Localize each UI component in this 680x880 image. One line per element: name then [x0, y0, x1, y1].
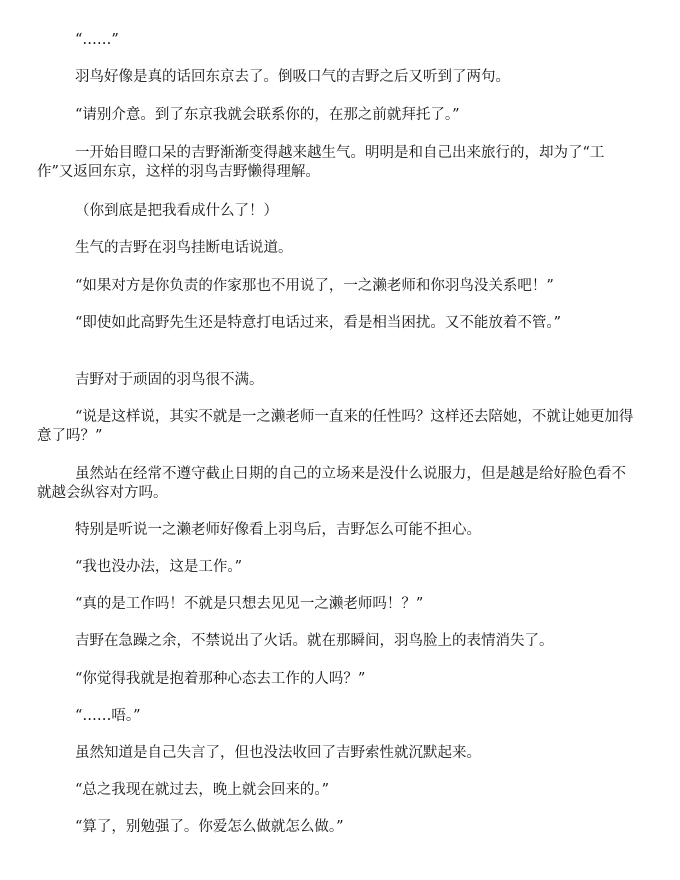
paragraph-12: 特别是听说一之濑老师好像看上羽鸟后，吉野怎么可能不担心。: [75, 522, 481, 538]
paragraph-8: “即使如此高野先生还是特意打电话过来，看是相当困扰。又不能放着不管。”: [75, 315, 562, 331]
paragraph-3: “请别介意。到了东京我就会联系你的，在那之前就拜托了。”: [75, 107, 460, 123]
paragraph-4: 一开始目瞪口呆的吉野渐渐变得越来越生气。明明是和自己出来旅行的，却为了“工作”又返回东京，这样的羽鸟吉野懒得理解。: [37, 145, 605, 180]
paragraph-18: 虽然知道是自己失言了，但也没法收回了吉野索性就沉默起来。: [75, 745, 481, 761]
paragraph-17: “……唔。”: [75, 708, 141, 724]
paragraph-13: “我也没办法，这是工作。”: [75, 559, 243, 575]
paragraph-7: “如果对方是你负责的作家那也不用说了，一之濑老师和你羽鸟没关系吧！”: [75, 278, 554, 294]
paragraph-6: 生气的吉野在羽鸟挂断电话说道。: [75, 240, 293, 256]
paragraph-9: 吉野对于顽固的羽鸟很不满。: [75, 372, 264, 388]
paragraph-16: “你觉得我就是抱着那种心态去工作的人吗？”: [75, 671, 366, 687]
paragraph-11: 虽然站在经常不遵守截止日期的自己的立场来是没什么说服力，但是越是给好脸色看不就越会纵容对方吗。: [37, 466, 626, 501]
paragraph-20: “算了，别勉强了。你爱怎么做就怎么做。”: [75, 819, 344, 835]
paragraph-15: 吉野在急躁之余，不禁说出了火话。就在那瞬间，羽鸟脸上的表情消失了。: [75, 633, 554, 649]
paragraph-10: “说是这样说，其实不就是一之濑老师一直来的任性吗？这样还去陪她，不就让她更加得意了吗？”: [37, 409, 634, 444]
paragraph-1: “……”: [75, 32, 119, 48]
paragraph-14: “真的是工作吗！不就是只想去见见一之濑老师吗！？”: [75, 596, 424, 612]
paragraph-19: “总之我现在就过去，晚上就会回来的。”: [75, 782, 330, 798]
paragraph-5: （你到底是把我看成什么了！）: [75, 203, 278, 219]
paragraph-2: 羽鸟好像是真的话回东京去了。倒吸口气的吉野之后又听到了两句。: [75, 69, 510, 85]
